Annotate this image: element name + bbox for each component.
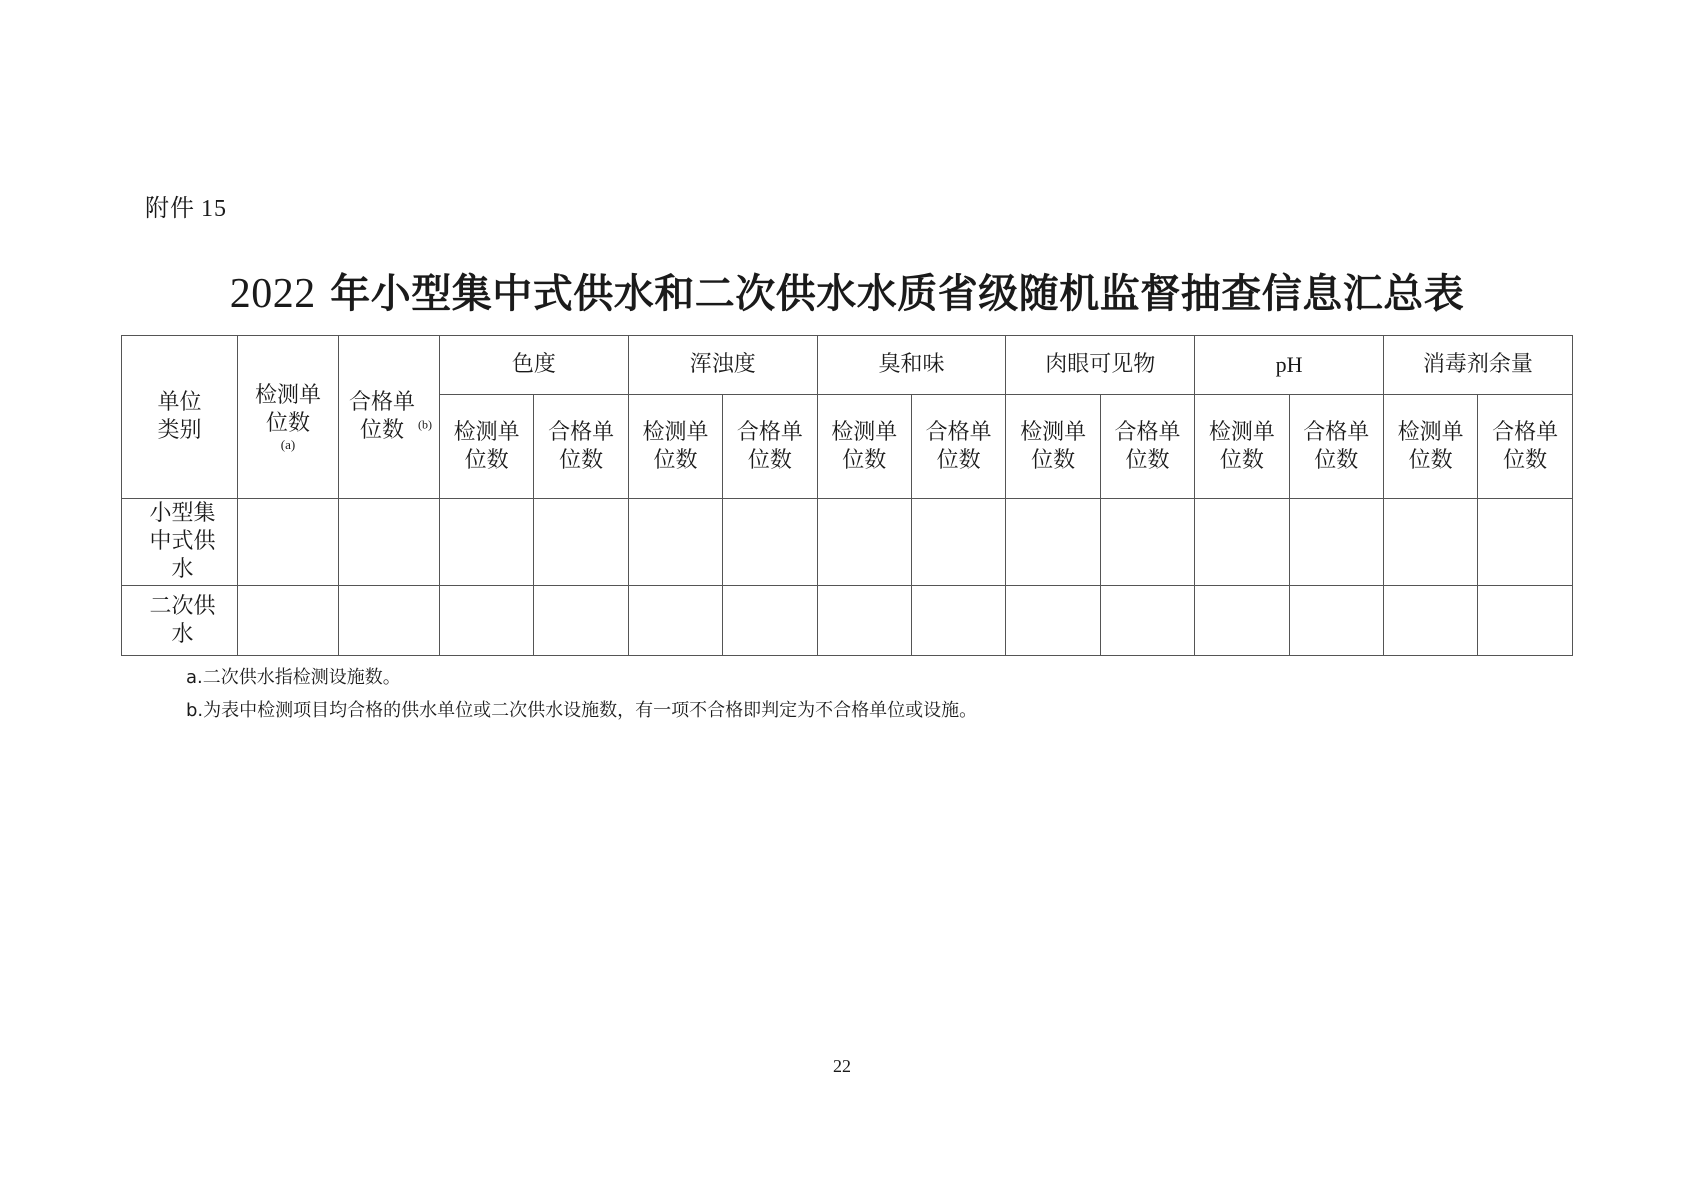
row-label: [122, 586, 238, 656]
table-cell: [1383, 586, 1477, 656]
sub-header-text: 合格单位数: [548, 419, 615, 473]
row-label: [122, 499, 238, 586]
summary-table: [121, 335, 1573, 656]
sub-header-text: 检测单位数: [1208, 419, 1275, 473]
table-cell: [339, 499, 440, 586]
sub-header-text: 检测单位数: [1020, 419, 1087, 473]
sub-header-text: 合格单位数: [925, 419, 992, 473]
group-ph: pH: [1195, 336, 1384, 395]
table-cell: [1383, 499, 1477, 586]
page-number: 22: [833, 1056, 851, 1076]
table-cell: [911, 499, 1005, 586]
footnote-a: a.二次供水指检测设施数。: [186, 667, 401, 688]
group-turbidity: 浑浊度: [628, 336, 817, 395]
table-cell: [1478, 586, 1572, 656]
table-cell: [1006, 499, 1100, 586]
sub-header-text: 合格单位数: [1303, 419, 1370, 473]
sub-header-detect: [1383, 395, 1477, 499]
sub-header-text: 合格单位数: [1492, 419, 1559, 473]
sub-header-qualified: [1100, 395, 1194, 499]
table-row: [122, 586, 1573, 656]
header-qualified-count-text: 合格单位数: [348, 390, 415, 443]
table-cell: [1100, 586, 1194, 656]
table-row: [122, 499, 1573, 586]
sub-header-text: 合格单位数: [1114, 419, 1181, 473]
header-detect-count: [238, 336, 339, 499]
sub-header-detect: [817, 395, 911, 499]
sub-header-detect: [1195, 395, 1289, 499]
table-cell: [1195, 586, 1289, 656]
sub-header-qualified: [911, 395, 1005, 499]
sub-header-text: 检测单位数: [453, 419, 520, 473]
sub-header-qualified: [1289, 395, 1383, 499]
group-visible-matter: 肉眼可见物: [1006, 336, 1195, 395]
sub-header-qualified: [534, 395, 628, 499]
table-cell: [817, 499, 911, 586]
group-color: 色度: [440, 336, 629, 395]
header-detect-count-text: 检测单位数: [254, 383, 321, 436]
sub-header-text: 检测单位数: [1397, 419, 1464, 473]
sub-header-detect: [1006, 395, 1100, 499]
table-cell: [817, 586, 911, 656]
page-title: [122, 262, 1572, 319]
header-qualified-note: (b): [418, 417, 432, 432]
sub-header-qualified: [723, 395, 817, 499]
group-odor-taste: 臭和味: [817, 336, 1006, 395]
table-cell: [628, 586, 722, 656]
sub-header-text: 检测单位数: [831, 419, 898, 473]
table-cell: [534, 499, 628, 586]
table-cell: [440, 586, 534, 656]
sub-header-detect: [440, 395, 534, 499]
table-cell: [1289, 586, 1383, 656]
table-cell: [534, 586, 628, 656]
table-cell: [1478, 499, 1572, 586]
table-cell: [339, 586, 440, 656]
row-label-text: 二次供水: [149, 593, 216, 647]
sub-header-qualified: [1478, 395, 1572, 499]
attachment-number: 15: [201, 196, 227, 222]
table-cell: [1100, 499, 1194, 586]
row-label-text: 小型集中式供水: [149, 501, 216, 582]
sub-header-detect: [628, 395, 722, 499]
footnotes: [186, 661, 977, 727]
title-year: 2022: [229, 271, 316, 317]
header-unit-type: [122, 336, 238, 499]
table-cell: [1006, 586, 1100, 656]
group-disinfectant-residual: 消毒剂余量: [1383, 336, 1572, 395]
sub-header-text: 检测单位数: [642, 419, 709, 473]
table-cell: [1195, 499, 1289, 586]
table-cell: [238, 499, 339, 586]
title-text: 年小型集中式供水和二次供水水质省级随机监督抽查信息汇总表: [330, 271, 1465, 317]
header-qualified-count: [339, 336, 440, 499]
sub-header-text: 合格单位数: [736, 419, 803, 473]
table-cell: [628, 499, 722, 586]
table-cell: [723, 586, 817, 656]
table-cell: [440, 499, 534, 586]
table-cell: [1289, 499, 1383, 586]
attachment-text: 附件: [145, 194, 195, 222]
table-cell: [723, 499, 817, 586]
table-cell: [238, 586, 339, 656]
header-unit-type-text: 单位类别: [157, 390, 202, 443]
footnote-b: b.为表中检测项目均合格的供水单位或二次供水设施数，有一项不合格即判定为不合格单位或设施。: [186, 700, 978, 721]
table-cell: [911, 586, 1005, 656]
header-detect-note: (a): [280, 437, 296, 452]
attachment-label: [145, 188, 227, 223]
